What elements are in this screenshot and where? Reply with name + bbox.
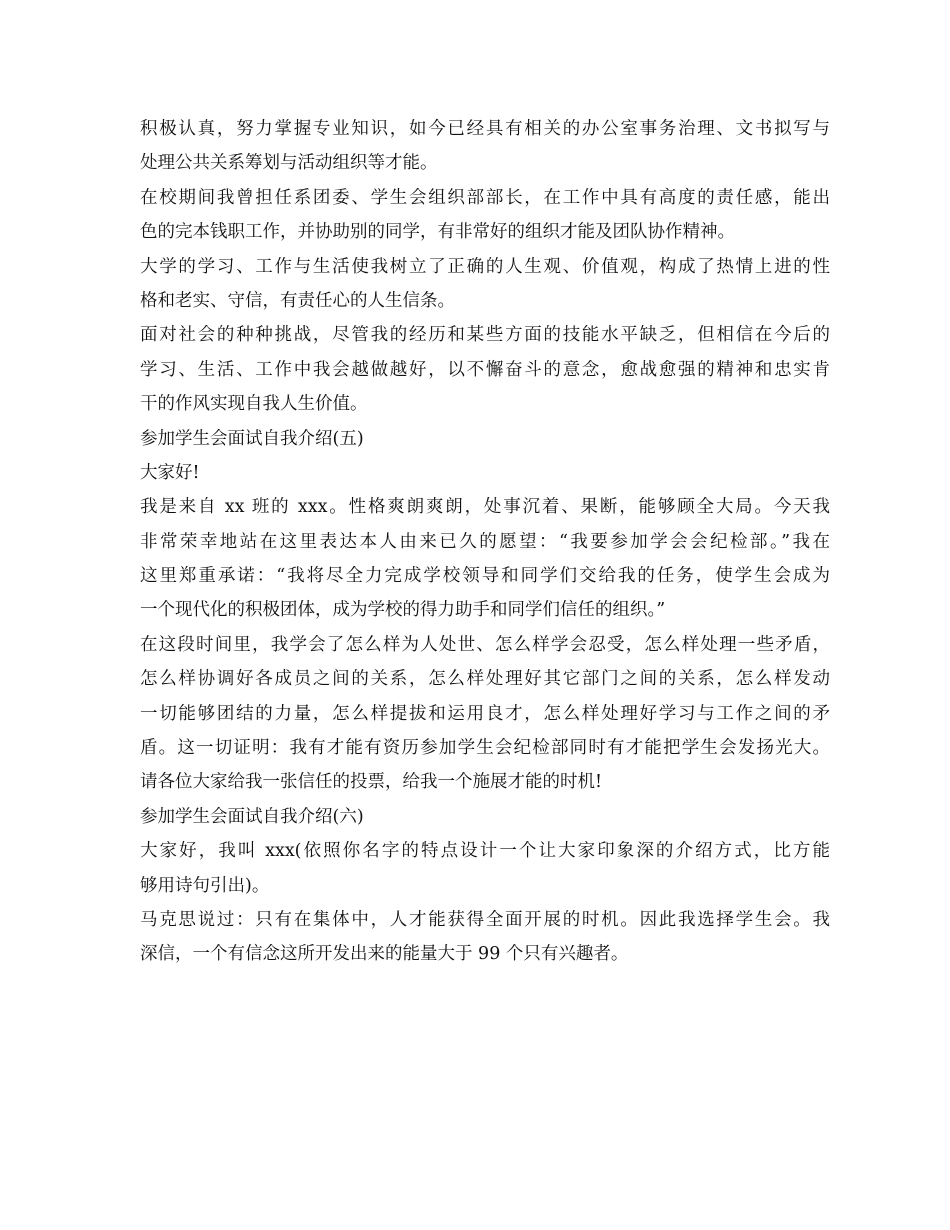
text-line: 马克思说过：只有在集体中，人才能获得全面开展的时机。因此我选择学生会。我 [140, 909, 830, 930]
text-line: 干的作风实现自我人生价值。 [140, 394, 368, 415]
text-line: 请各位大家给我一张信任的投票，给我一个施展才能的时机! [140, 772, 603, 793]
text-line: 处理公共关系筹划与活动组织等才能。 [140, 153, 438, 174]
text-line: 深信，一个有信念这所开发出来的能量大于 99 个只有兴趣者。 [140, 944, 629, 965]
text-line: 参加学生会面试自我介绍(五) [140, 428, 364, 449]
text-line: 我是来自 xx 班的 xxx。性格爽朗爽朗，处事沉着、果断，能够顾全大局。今天我 [140, 497, 830, 518]
text-line: 在这段时间里，我学会了怎么样为人处世、怎么样学会忍受，怎么样处理一些矛盾， [140, 634, 830, 655]
text-line: 怎么样协调好各成员之间的关系，怎么样处理好其它部门之间的关系，怎么样发动 [140, 669, 830, 690]
text-line: 大家好，我叫 xxx(依照你名字的特点设计一个让大家印象深的介绍方式，比方能 [140, 841, 830, 862]
text-line: 大家好! [140, 462, 200, 483]
text-line: 这里郑重承诺：“我将尽全力完成学校领导和同学们交给我的任务，使学生会成为 [140, 566, 830, 587]
document-body [140, 112, 830, 972]
text-line: 积极认真，努力掌握专业知识，如今已经具有相关的办公室事务治理、文书拟写与 [140, 119, 830, 139]
text-line: 格和老实、守信，有责任心的人生信条。 [140, 290, 455, 311]
text-line: 大学的学习、工作与生活使我树立了正确的人生观、价值观，构成了热情上进的性 [140, 256, 830, 277]
text-line: 学习、生活、工作中我会越做越好，以不懈奋斗的意念，愈战愈强的精神和忠实肯 [140, 359, 830, 380]
text-line: 一个现代化的积极团体，成为学校的得力助手和同学们信任的组织。” [140, 600, 666, 621]
text-line: 在校期间我曾担任系团委、学生会组织部部长，在工作中具有高度的责任感，能出 [140, 187, 830, 208]
text-line: 参加学生会面试自我介绍(六) [140, 806, 364, 827]
text-line: 面对社会的种种挑战，尽管我的经历和某些方面的技能水平缺乏，但相信在今后的 [140, 325, 830, 346]
text-line: 一切能够团结的力量，怎么样提拔和运用良才，怎么样处理好学习与工作之间的矛 [140, 703, 830, 724]
text-line: 色的完本钱职工作，并协助别的同学，有非常好的组织才能及团队协作精神。 [140, 222, 735, 243]
text-line: 盾。这一切证明：我有才能有资历参加学生会纪检部同时有才能把学生会发扬光大。 [140, 738, 830, 759]
text-line: 够用诗句引出)。 [140, 875, 270, 896]
text-line: 非常荣幸地站在这里表达本人由来已久的愿望：“我要参加学会会纪检部。”我在 [140, 531, 830, 552]
